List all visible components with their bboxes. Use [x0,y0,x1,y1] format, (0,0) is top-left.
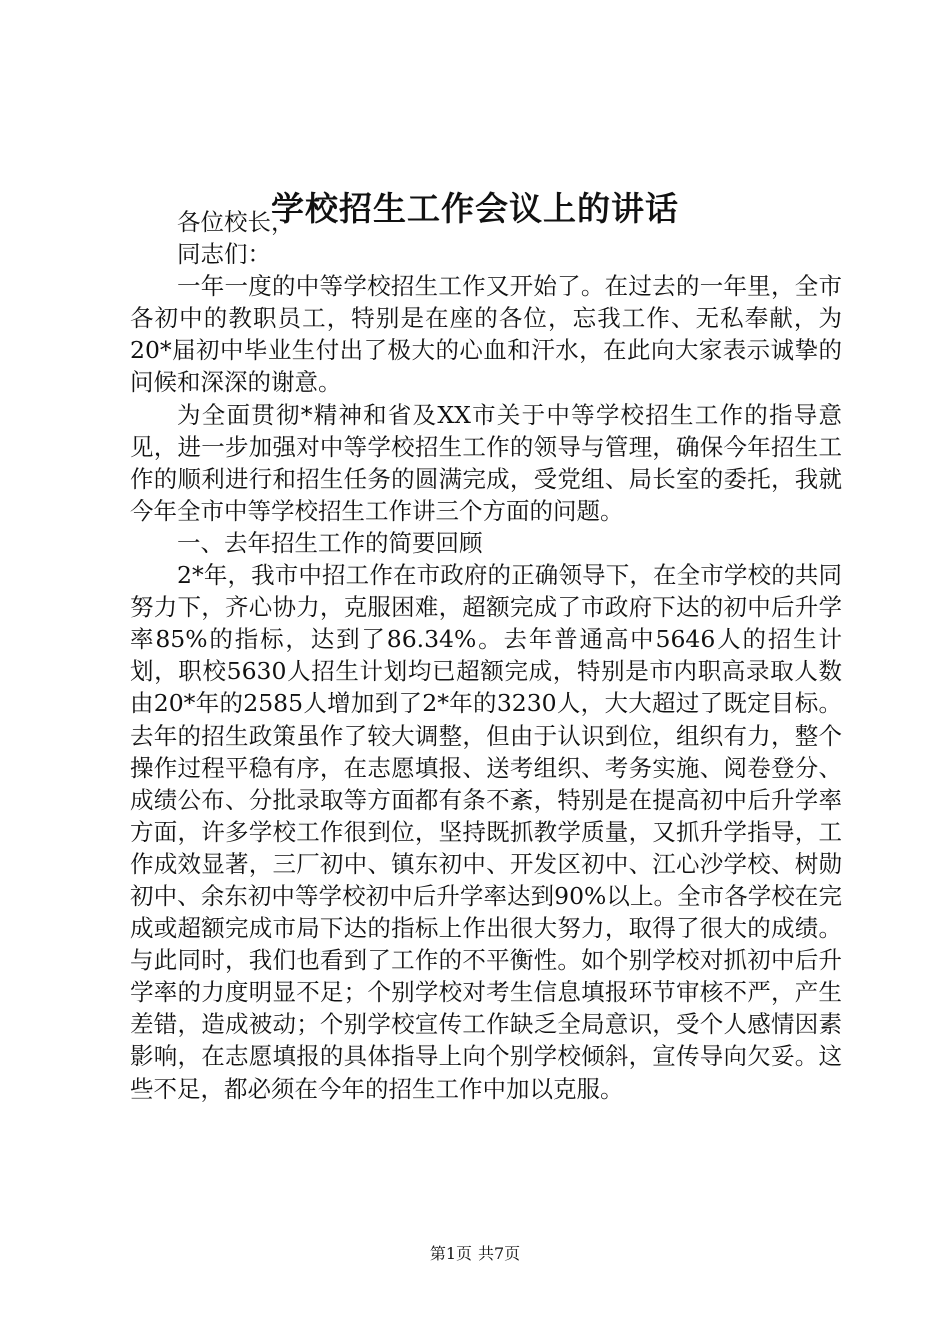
document-title: 学校招生工作会议上的讲话 [271,189,679,228]
page-number: 第1页 [429,1244,472,1263]
paragraph-purpose: 为全面贯彻*精神和省及XX市关于中等学校招生工作的指导意见，进一步加强对中等学校招生工作的领导与管理，确保今年招生工作的顺利进行和招生任务的圆满完成，受党组、局长室的委托，我就今年全市中等学校招生工作讲三个方面的问题。 [130,400,842,525]
document-body [130,206,842,1105]
paragraph-review: 2*年，我市中招工作在市政府的正确领导下，在全市学校的共同努力下，齐心协力，克服困难，超额完成了市政府下达的初中后升学率85%的指标，达到了86.34%。去年普通高中5646人的招生计划，职校5630人招生计划均已超额完成，特别是市内职高录取人数由20*年的2585人增加到了2*年的3230人，大大超过了既定目标。去年的招生政策虽作了较大调整，但由于认识到位，组织有力，整个操作过程平稳有序，在志愿填报、送考组织、考务实施、阅卷登分、成绩公布、分批录取等方面都有条不紊，特别是在提高初中后升学率方面，许多学校工作很到位，坚持既抓教学质量，又抓升学指导，工作成效显著，三厂初中、镇东初中、开发区初中、江心沙学校、树勋初中、余东初中等学校初中后升学率达到90%以上。全市各学校在完成或超额完成市局下达的指标上作出很大努力，取得了很大的成绩。与此同时，我们也看到了工作的不平衡性。如个别学校对抓初中后升学率的力度明显不足；个别学校对考生信息填报环节审核不严，产生差错，造成被动；个别学校宣传工作缺乏全局意识，受个人感情因素影响，在志愿填报的具体指导上向个别学校倾斜，宣传导向欠妥。这些不足，都必须在今年的招生工作中加以克服。 [130,561,842,1103]
page-footer [0,1242,950,1266]
page-total: 共7页 [478,1244,521,1263]
section-heading: 一、去年招生工作的简要回顾 [177,528,483,557]
paragraph-opening: 一年一度的中等学校招生工作又开始了。在过去的一年里，全市各初中的教职员工，特别是在座的各位，忘我工作、无私奉献，为20*届初中毕业生付出了极大的心血和汗水，在此向大家表示诚挚的问候和深深的谢意。 [130,272,842,397]
salutation-line-1: 各位校长， [177,208,295,236]
salutation-line-2: 同志们： [177,240,271,269]
